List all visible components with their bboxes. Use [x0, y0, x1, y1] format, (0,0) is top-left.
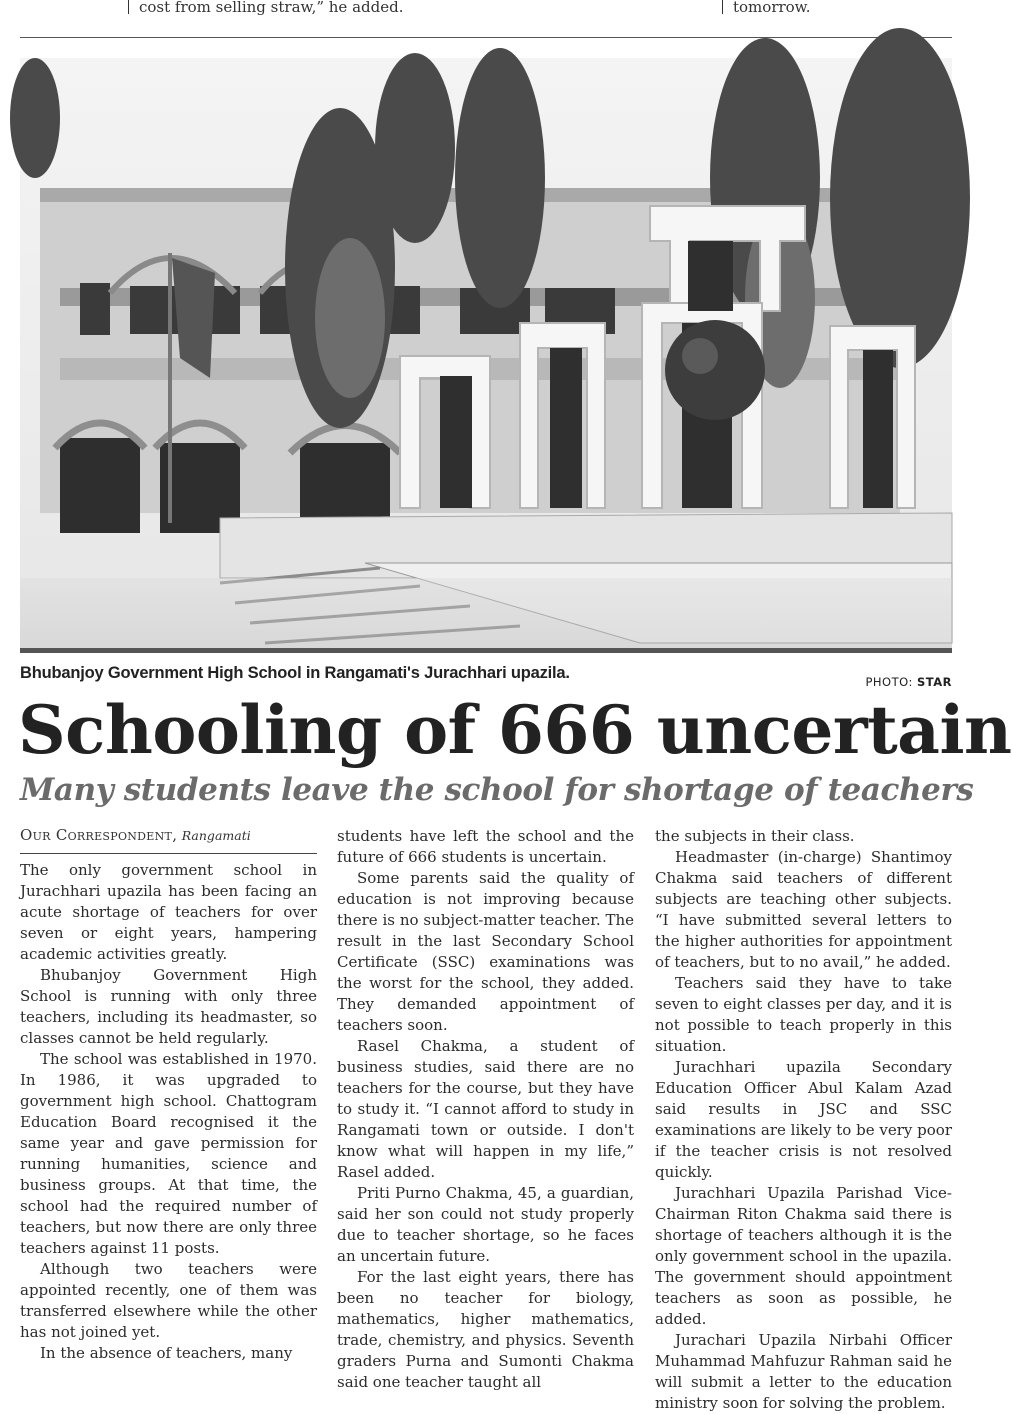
article-paragraph: Although two teachers were appointed recently, one of them was transferred elsewhere while the other has not joined yet.	[20, 1260, 317, 1341]
article-column-3	[655, 826, 952, 1412]
byline-divider	[20, 853, 317, 854]
photo-credit-source: STAR	[917, 675, 952, 689]
previous-article-text-left: cost from selling straw,” he added.	[139, 0, 404, 16]
article-paragraph: Bhubanjoy Government High School is running with only three teachers, including its headmaster, so classes cannot be held regularly.	[20, 966, 317, 1047]
photo-credit	[865, 675, 952, 689]
article-paragraph-continued: students have left the school and the future of 666 students is uncertain.	[337, 827, 634, 866]
previous-article-tail-right	[722, 0, 811, 20]
column-divider	[722, 0, 723, 14]
article-paragraph: Jurachari Upazila Nirbahi Officer Muhammad Mahfuzur Rahman said he will submit a letter to the education ministry soon for solving the problem.	[655, 1331, 952, 1412]
section-divider	[20, 37, 952, 38]
article-paragraph-continued: the subjects in their class.	[655, 827, 855, 845]
article-paragraph: Jurachhari Upazila Parishad Vice-Chairman Riton Chakma said there is shortage of teachers although it is the only government school in the upazila. The government should appointment teachers as soon as possible, he added.	[655, 1184, 952, 1328]
photo-credit-label: PHOTO:	[865, 675, 913, 689]
column-divider	[128, 0, 129, 14]
article-paragraph: Headmaster (in-charge) Shantimoy Chakma said teachers of different subjects are teaching other subjects. “I have submitted several letters to the higher authorities for appointment of teachers, but to no avail,” he added.	[655, 848, 952, 971]
article-paragraph: The only government school in Jurachhari upazila has been facing an acute shortage of teachers for over seven or eight years, hampering academic activities greatly.	[20, 861, 317, 963]
subheadline: Many students leave the school for shortage of teachers	[20, 772, 974, 808]
article-column-2	[337, 826, 634, 1391]
previous-article-tail-left	[128, 0, 403, 20]
byline-name: Our Correspondent,	[20, 826, 178, 844]
article-paragraph: Priti Purno Chakma, 45, a guardian, said her son could not study properly due to teacher shortage, so he faces an uncertain future.	[337, 1184, 634, 1265]
article-paragraph: Jurachhari upazila Secondary Education Officer Abul Kalam Azad said results in JSC and SSC examinations are likely to be very poor if the teacher crisis is not resolved quickly.	[655, 1058, 952, 1181]
article-column-1	[20, 860, 317, 1368]
article-paragraph: For the last eight years, there has been no teacher for biology, mathematics, higher mathematics, trade, chemistry, and physics. Seventh graders Purna and Sumonti Chakma said one teacher taught all	[337, 1268, 634, 1391]
article-paragraph: In the absence of teachers, many	[40, 1344, 293, 1362]
school-photo	[20, 58, 952, 653]
headline: Schooling of 666 uncertain	[18, 691, 1012, 769]
article-paragraph: Teachers said they have to take seven to eight classes per day, and it is not possible to teach properly in this situation.	[655, 974, 952, 1055]
article-paragraph: The school was established in 1970. In 1986, it was upgraded to government high school. Chattogram Education Board recognised it the same year and gave permission for running humanities, science and business groups. At that time, the school had the required number of teachers, but now there are only three teachers against 11 posts.	[20, 1050, 317, 1257]
byline-place: Rangamati	[181, 828, 251, 843]
previous-article-text-right: tomorrow.	[733, 0, 811, 16]
article-paragraph: Some parents said the quality of education is not improving because there is no subject-matter teacher. The result in the last Secondary School Certificate (SSC) examinations was the worst for the school, they added. They demanded appointment of teachers soon.	[337, 869, 634, 1034]
byline	[20, 826, 251, 844]
photo-caption: Bhubanjoy Government High School in Rangamati's Jurachhari upazila.	[20, 664, 570, 682]
article-paragraph: Rasel Chakma, a student of business studies, said there are no teachers for the course, but they have to study it. “I cannot afford to study in Rangamati town or outside. I don't know what will happen in my life,” Rasel added.	[337, 1037, 634, 1181]
